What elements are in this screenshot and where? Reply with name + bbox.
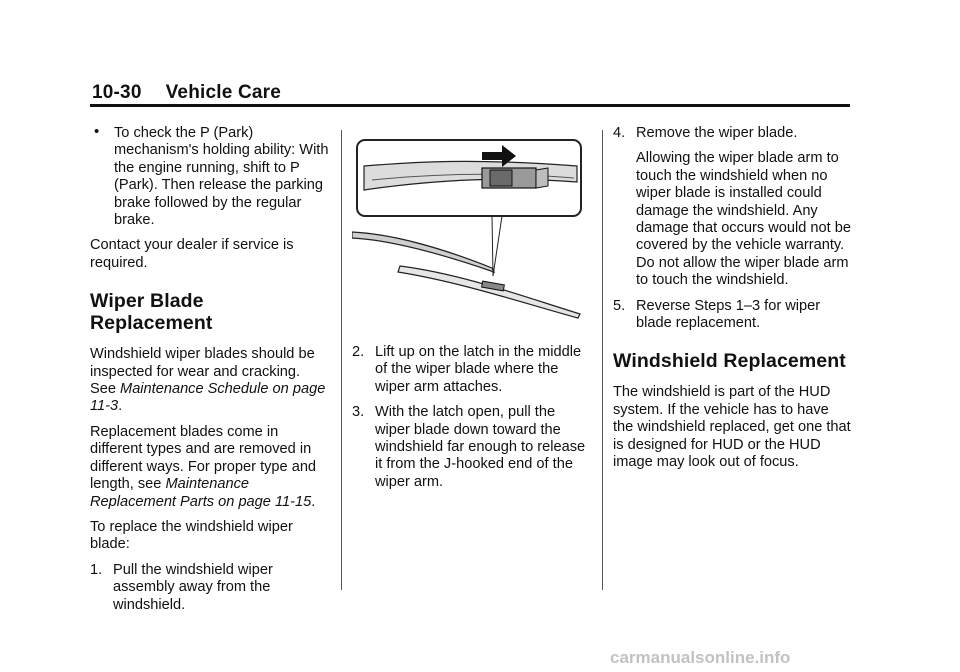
- paragraph-inspect-text: Windshield wiper blades should be inspected for wear and cracking. See: [90, 346, 315, 398]
- paragraph-replacement: [90, 424, 330, 511]
- watermark: carmanualsonline.info: [610, 648, 791, 667]
- step-number: 2.: [352, 344, 365, 360]
- section-title: Vehicle Care: [165, 82, 282, 103]
- column-1: [90, 125, 330, 622]
- bullet-item: [90, 125, 330, 229]
- column-2: [352, 134, 592, 499]
- column-3: [613, 125, 853, 480]
- page-header: [92, 82, 281, 104]
- step-text: Lift up on the latch in the middle of the wiper blade where the wiper arm attaches.: [375, 344, 582, 395]
- column-divider-2: [602, 130, 603, 590]
- step-text: Reverse Steps 1–3 for wiper blade replacement.: [636, 297, 821, 332]
- paragraph-inspect-end: .: [118, 398, 123, 415]
- heading-wiper-blade-replacement: Wiper Blade Replacement: [90, 290, 213, 335]
- step-text: With the latch open, pull the wiper blade down toward the windshield far enough to release it from the J-hooked end of the wiper arm.: [375, 404, 586, 490]
- step-4: [613, 125, 853, 142]
- step-4-note: Allowing the wiper blade arm to touch the windshield when no wiper blade is installed could damage the windshield. Any damage that occurs would not be covered by the vehicle warranty. Do not allow the wiper blade arm to touch the windshield.: [636, 150, 851, 289]
- paragraph-hud: The windshield is part of the HUD system. If the vehicle has to have the windshield replaced, get one that is designed for HUD or the HUD image may look out of focus.: [613, 384, 851, 471]
- paragraph-to-replace: To replace the windshield wiper blade:: [90, 518, 293, 553]
- link-maintenance-replacement-parts[interactable]: Maintenance Replacement Parts on page 11-15: [90, 476, 312, 510]
- paragraph-replacement-text: Replacement blades come in different types and are removed in different ways. For proper type and length, see: [90, 423, 317, 493]
- paragraph-replacement-end: .: [311, 493, 316, 510]
- step-number: 5.: [613, 297, 626, 314]
- contact-text: Contact your dealer if service is required.: [90, 237, 294, 271]
- column-divider-1: [341, 130, 342, 590]
- bullet-icon: •: [94, 123, 100, 140]
- link-maintenance-schedule[interactable]: Maintenance Schedule on page 11-3: [90, 381, 326, 415]
- step-number: 4.: [613, 125, 626, 141]
- bullet-text: To check the P (Park) mechanism's holding ability: With the engine running, shift to P (Park). Then release the parking brake followed by the regular brake.: [114, 125, 329, 229]
- header-rule: [90, 104, 850, 107]
- step-text: Pull the windshield wiper assembly away from the windshield.: [113, 561, 273, 613]
- step-3: [352, 404, 592, 491]
- heading-windshield-replacement: Windshield Replacement: [613, 350, 846, 373]
- step-5: [613, 298, 853, 333]
- step-1: [90, 562, 330, 614]
- page-number: 10-30: [92, 82, 142, 103]
- wiper-blade-illustration: [352, 136, 588, 326]
- step-number: 3.: [352, 404, 365, 421]
- step-number: 1.: [90, 561, 103, 578]
- paragraph-inspect: [90, 346, 330, 416]
- step-2: [352, 344, 592, 396]
- wiper-illustration-svg: [352, 136, 588, 326]
- step-text: Remove the wiper blade.: [636, 125, 798, 141]
